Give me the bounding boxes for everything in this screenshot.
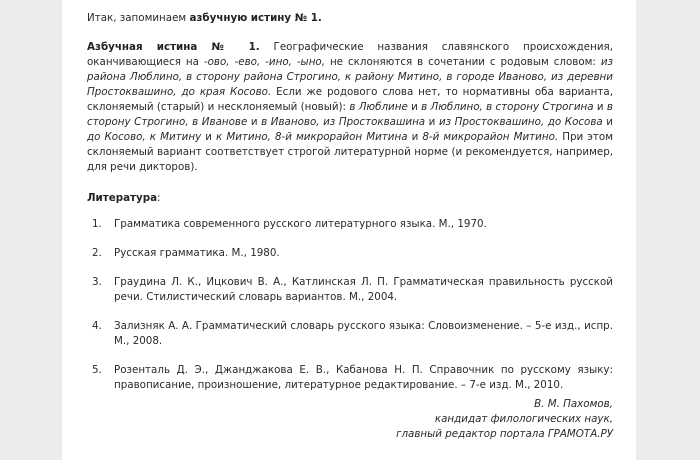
rule-suffixes: -ово, -ево, -ино, -ыно,: [203, 56, 325, 68]
literature-item-text: Зализняк А. А. Грамматический словарь русского языка: Словоизменение. – 5-е изд., испр. М., 2008.: [114, 320, 613, 347]
rule-text-2: не склоняются в сочетании с родовым словом:: [325, 56, 601, 68]
literature-item: [87, 275, 613, 305]
rule-and-1: и: [407, 101, 422, 113]
author-name: В. М. Пахомов,: [534, 398, 613, 410]
rule-example-8: к Митино, 8-й микрорайон Митина: [216, 131, 408, 143]
rule-paragraph: [87, 40, 613, 175]
rule-and-5: и: [602, 116, 613, 128]
literature-item-text: Граудина Л. К., Ицкович В. А., Катлинская Л. П. Грамматическая правильность русской речи. Стилистический словарь вариантов. М., 2004.: [114, 276, 613, 303]
intro-bold: азбучную истину № 1.: [189, 12, 322, 24]
rule-and-7: и: [407, 131, 423, 143]
rule-and-3: и: [247, 116, 262, 128]
article-page: [62, 0, 636, 460]
author-position: главный редактор портала ГРАМОТА.РУ: [396, 428, 613, 440]
rule-text-3: Если же родового слова нет, то нормативны оба варианта, склоняемый (старый) и несклоняемый (новый):: [87, 86, 613, 113]
literature-item-text: Грамматика современного русского литературного языка. М., 1970.: [114, 218, 487, 230]
rule-and-4: и: [425, 116, 439, 128]
literature-item: [87, 319, 613, 349]
rule-example-4: в сторону Строгино, в Иванове: [87, 101, 613, 128]
rule-example-6: из Простоквашино, до Косова: [438, 116, 603, 128]
literature-item-number: 1.: [92, 218, 102, 230]
literature-item: [87, 217, 613, 232]
rule-example-2: в Люблине: [349, 101, 408, 113]
author-degree: кандидат филологических наук,: [434, 413, 613, 425]
literature-heading-text: Литература: [87, 192, 158, 204]
intro-line: [87, 11, 322, 26]
rule-and-2: и: [593, 101, 607, 113]
literature-item-number: 3.: [92, 276, 102, 288]
literature-item-number: 5.: [92, 364, 102, 376]
rule-example-7: до Косово, к Митину: [87, 131, 202, 143]
literature-item: [87, 246, 613, 261]
rule-text-4: При этом склоняемый вариант соответствует строгой литературной норме (и рекомендуется, например, для речи дикторов).: [87, 131, 614, 173]
rule-example-9: 8-й микрорайон Митино.: [422, 131, 559, 143]
literature-item: [87, 363, 613, 393]
rule-and-6: и: [201, 131, 217, 143]
literature-item-text: Русская грамматика. М., 1980.: [114, 247, 280, 259]
literature-heading-colon: :: [157, 192, 161, 204]
signature-block: [313, 397, 613, 442]
rule-example-3: в Люблино, в сторону Строгина: [421, 101, 594, 113]
literature-item-number: 2.: [92, 247, 102, 259]
rule-example-5: в Иваново, из Простоквашина: [261, 116, 426, 128]
literature-list: [87, 217, 613, 407]
literature-heading: [87, 191, 161, 206]
literature-item-text: Розенталь Д. Э., Джанджакова Е. В., Кабанова Н. П. Справочник по русскому языку: правописание, произношение, литературное редактирование. – 7-е изд. М., 2010.: [114, 364, 613, 391]
rule-example-1: из района Люблино, в сторону района Строгино, к району Митино, в городе Иваново, из деревни Простоквашино, до края Косово.: [87, 56, 613, 98]
literature-item-number: 4.: [92, 320, 102, 332]
intro-text: Итак, запоминаем: [87, 12, 190, 24]
rule-title: Азбучная истина № 1.: [87, 41, 260, 53]
rule-text-1: Географические названия славянского происхождения, оканчивающиеся на: [87, 41, 613, 68]
